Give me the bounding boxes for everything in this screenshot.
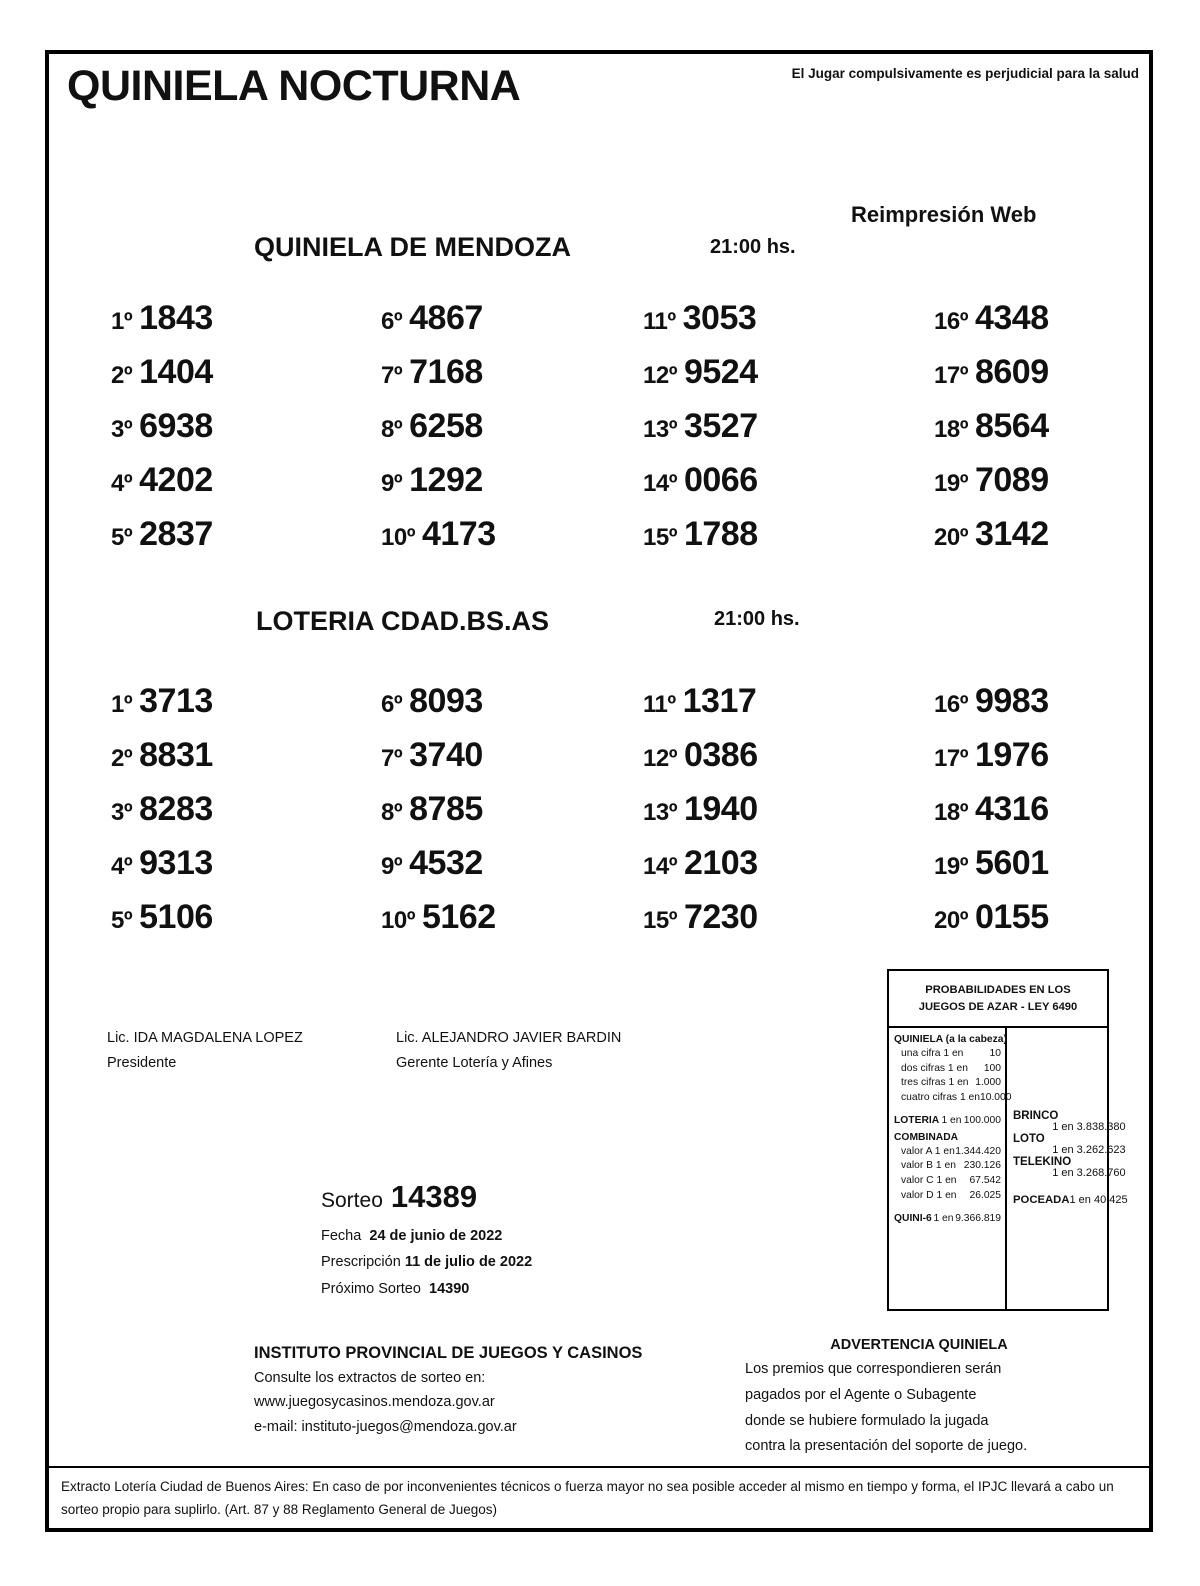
result-position: 12º: [643, 362, 677, 389]
advertencia-line-3: donde se hubiere formulado la jugada: [745, 1412, 989, 1429]
result-number: 7168: [409, 353, 483, 391]
result-number: 9983: [974, 682, 1049, 720]
combinada-row-label: valor D 1 en: [901, 1189, 957, 1201]
combinada-row: [894, 1145, 1001, 1160]
sorteo-prescripcion: [321, 1249, 681, 1275]
result-cell: [324, 407, 599, 461]
advertencia-line-2: pagados por el Agente o Subagente: [745, 1386, 977, 1403]
result-cell: [324, 898, 599, 952]
signature-manager: [396, 1026, 621, 1076]
result-number: 7230: [683, 898, 758, 936]
result-position: 7º: [381, 362, 403, 389]
result-position: 6º: [381, 308, 403, 335]
game-name: LOTO: [1013, 1133, 1045, 1145]
result-cell: [49, 844, 324, 898]
result-number: 6938: [139, 407, 213, 445]
result-cell: [874, 299, 1149, 353]
result-cell: [49, 790, 324, 844]
result-cell: [324, 682, 599, 736]
right-spacer-2: [1013, 1179, 1128, 1193]
advertencia-block: [739, 1337, 1099, 1460]
poceada-name: POCEADA: [1013, 1194, 1070, 1206]
combinada-row-value: 1.344.420: [955, 1145, 1001, 1157]
signature-president-name: Lic. IDA MAGDALENA LOPEZ: [107, 1030, 303, 1046]
result-number: 6258: [409, 407, 483, 445]
result-position: 13º: [643, 416, 677, 443]
quiniela-rows: [894, 1047, 1012, 1105]
result-number: 4532: [409, 844, 483, 882]
draw-title-mendoza: QUINIELA DE MENDOZA: [254, 232, 571, 262]
result-position: 8º: [381, 416, 403, 443]
combinada-row: [894, 1159, 1001, 1174]
result-position: 5º: [111, 907, 133, 934]
result-number: 1404: [139, 353, 213, 391]
result-position: 1º: [111, 308, 133, 335]
result-position: 3º: [111, 416, 133, 443]
draw-title-bsas: LOTERIA CDAD.BS.AS: [256, 606, 550, 636]
result-cell: [49, 736, 324, 790]
result-position: 11º: [643, 308, 676, 335]
result-position: 20º: [934, 524, 968, 551]
sorteo-number-line: [321, 1179, 681, 1215]
probabilities-title: [889, 971, 1107, 1028]
result-number: 4867: [409, 299, 483, 337]
combinada-row-value: 67.542: [969, 1175, 1001, 1187]
result-cell: [324, 736, 599, 790]
result-number: 5106: [139, 898, 213, 936]
page-frame: [45, 50, 1153, 1532]
reprint-label: Reimpresión Web: [851, 202, 1037, 227]
quiniela-row-value: 10.000: [979, 1091, 1012, 1103]
result-number: 8093: [409, 682, 483, 720]
results-grid-bsas: [49, 682, 1149, 952]
combinada-row-label: valor C 1 en: [901, 1175, 957, 1187]
quiniela-row-label: cuatro cifras 1 en: [901, 1091, 980, 1103]
sorteo-number: 14389: [390, 1179, 478, 1214]
result-position: 13º: [643, 799, 677, 826]
result-cell: [874, 844, 1149, 898]
result-cell: [49, 353, 324, 407]
result-number: 3053: [682, 299, 757, 337]
probabilities-right-column: [1007, 1028, 1131, 1309]
result-position: 16º: [934, 691, 968, 718]
result-position: 20º: [934, 907, 968, 934]
result-position: 1º: [111, 691, 133, 718]
result-position: 5º: [111, 524, 133, 551]
result-position: 18º: [934, 416, 968, 443]
result-cell: [599, 790, 874, 844]
quiniela-row-value: 100: [983, 1062, 1001, 1074]
quiniela-row-value: 1.000: [975, 1077, 1001, 1089]
result-cell: [874, 515, 1149, 569]
result-position: 15º: [643, 907, 677, 934]
loteria-mid: 1 en: [941, 1115, 962, 1127]
game-probability: [1013, 1156, 1128, 1179]
result-number: 8785: [409, 790, 483, 828]
result-position: 16º: [934, 308, 968, 335]
poceada-value: 1 en 40.425: [1069, 1194, 1128, 1206]
result-number: 1843: [139, 299, 213, 337]
sorteo-fecha-value: 24 de junio de 2022: [369, 1228, 503, 1244]
result-cell: [599, 407, 874, 461]
result-number: 1292: [409, 461, 483, 499]
result-position: 3º: [111, 799, 133, 826]
result-number: 3740: [409, 736, 483, 774]
loteria-value: 100.000: [963, 1115, 1001, 1127]
result-number: 9313: [139, 844, 213, 882]
game-probability: [1013, 1110, 1128, 1133]
game-odds: 1 en 3.262.623: [1052, 1144, 1126, 1156]
right-spacer: [1013, 1034, 1128, 1110]
draw-time-bsas: 21:00 hs.: [714, 608, 800, 630]
result-number: 4202: [139, 461, 213, 499]
result-number: 4173: [421, 515, 496, 553]
game-name: BRINCO: [1013, 1110, 1059, 1122]
quiniela-row: [894, 1047, 1001, 1062]
result-cell: [49, 461, 324, 515]
result-position: 19º: [934, 470, 968, 497]
loteria-label: LOTERIA: [894, 1115, 940, 1127]
result-cell: [599, 898, 874, 952]
sorteo-proximo-value: 14390: [429, 1280, 470, 1297]
result-cell: [49, 682, 324, 736]
quiniela-row: [894, 1076, 1001, 1091]
result-cell: [874, 790, 1149, 844]
quiniela-row-label: una cifra 1 en: [901, 1048, 964, 1059]
result-cell: [599, 353, 874, 407]
result-number: 8283: [139, 790, 213, 828]
result-cell: [599, 844, 874, 898]
result-position: 4º: [111, 853, 133, 880]
result-position: 6º: [381, 691, 403, 718]
combinada-row: [894, 1189, 1001, 1204]
result-position: 12º: [643, 745, 677, 772]
combinada-row-label: valor B 1 en: [901, 1160, 956, 1172]
sorteo-label: Sorteo: [321, 1189, 383, 1212]
sorteo-proximo-label: Próximo Sorteo: [321, 1280, 421, 1297]
result-position: 9º: [381, 853, 403, 880]
result-number: 3527: [683, 407, 758, 445]
probabilities-title-line2: JUEGOS DE AZAR - LEY 6490: [918, 1000, 1078, 1013]
quini6-label: QUINI-6: [894, 1213, 932, 1225]
sorteo-block: [321, 1179, 681, 1302]
footer-divider: [49, 1466, 1149, 1468]
result-position: 17º: [934, 362, 968, 389]
game-odds: 1 en 3.268.760: [1052, 1167, 1126, 1179]
result-position: 4º: [111, 470, 133, 497]
combinada-row-label: valor A 1 en: [901, 1145, 955, 1157]
result-position: 15º: [643, 524, 677, 551]
sorteo-fecha: [321, 1223, 681, 1249]
result-number: 0386: [683, 736, 758, 774]
result-number: 7089: [974, 461, 1049, 499]
probabilities-left-column: [889, 1028, 1012, 1309]
result-cell: [874, 736, 1149, 790]
advertencia-line-1: Los premios que correspondieren serán: [745, 1361, 1002, 1377]
footer-note: Extracto Lotería Ciudad de Buenos Aires: En caso de por inconvenientes técnicos o fuerza mayor no sea posible acceder al mismo en tiempo y forma, el IPJC llevará a cabo un sorteo propio para suplirlo. (Art. 87 y 88 Reglamento General de Juegos): [61, 1479, 1114, 1518]
result-number: 5601: [974, 844, 1049, 882]
institute-line-1: Consulte los extractos de sorteo en:: [254, 1370, 486, 1386]
institute-title: INSTITUTO PROVINCIAL DE JUEGOS Y CASINOS: [254, 1344, 643, 1362]
result-position: 8º: [381, 799, 403, 826]
result-position: 19º: [934, 853, 968, 880]
game-odds: 1 en 3.838.380: [1052, 1121, 1126, 1133]
result-number: 9524: [683, 353, 758, 391]
result-position: 14º: [643, 853, 677, 880]
sorteo-prescripcion-value: 11 de julio de 2022: [404, 1254, 533, 1271]
loteria-row: [894, 1114, 1001, 1128]
result-number: 1317: [682, 682, 757, 720]
result-cell: [324, 299, 599, 353]
advertencia-line-4: contra la presentación del soporte de juego.: [745, 1438, 1028, 1455]
results-grid-mendoza: [49, 299, 1149, 569]
result-number: 1976: [974, 736, 1049, 774]
quini6-mid: 1 en: [933, 1213, 954, 1225]
result-number: 0066: [683, 461, 758, 499]
sorteo-fecha-label: Fecha: [321, 1228, 362, 1244]
result-number: 1788: [683, 515, 758, 553]
result-cell: [49, 407, 324, 461]
result-number: 4348: [974, 299, 1049, 337]
quiniela-row-label: tres cifras 1 en: [901, 1077, 969, 1089]
result-position: 2º: [111, 745, 133, 772]
result-number: 2837: [139, 515, 213, 553]
result-position: 7º: [381, 745, 403, 772]
institute-block: [254, 1344, 694, 1439]
result-number: 5162: [421, 898, 496, 936]
sorteo-proximo: [321, 1276, 681, 1302]
result-cell: [324, 353, 599, 407]
institute-website[interactable]: www.juegosycasinos.mendoza.gov.ar: [254, 1394, 495, 1411]
result-number: 1940: [683, 790, 758, 828]
result-cell: [49, 515, 324, 569]
result-position: 10º: [381, 524, 415, 551]
result-position: 17º: [934, 745, 968, 772]
quiniela-row: [894, 1062, 1001, 1077]
probabilities-box: [887, 969, 1128, 1311]
gambling-warning-text: El Jugar compulsivamente es perjudicial para la salud: [791, 66, 1139, 81]
result-cell: [874, 461, 1149, 515]
result-number: 2103: [683, 844, 758, 882]
combinada-row-value: 26.025: [969, 1189, 1001, 1201]
result-cell: [599, 461, 874, 515]
result-cell: [324, 461, 599, 515]
quiniela-head: QUINIELA (a la cabeza): [894, 1034, 1007, 1045]
quiniela-row-label: dos cifras 1 en: [901, 1062, 968, 1074]
spacer-2: [894, 1203, 1001, 1212]
result-cell: [874, 407, 1149, 461]
draw-time-mendoza: 21:00 hs.: [710, 236, 796, 258]
spacer: [894, 1105, 1001, 1114]
result-number: 3142: [974, 515, 1049, 553]
institute-email[interactable]: e-mail: instituto-juegos@mendoza.gov.ar: [254, 1418, 517, 1435]
result-cell: [874, 898, 1149, 952]
result-cell: [599, 299, 874, 353]
result-cell: [324, 844, 599, 898]
signature-manager-role: Gerente Lotería y Afines: [396, 1054, 553, 1071]
game-name: TELEKINO: [1013, 1156, 1072, 1168]
combinada-row-value: 230.126: [963, 1160, 1001, 1172]
result-cell: [599, 682, 874, 736]
sorteo-prescripcion-label: Prescripción: [321, 1254, 401, 1271]
result-position: 2º: [111, 362, 133, 389]
result-cell: [874, 353, 1149, 407]
signature-manager-name: Lic. ALEJANDRO JAVIER BARDIN: [396, 1030, 622, 1046]
result-cell: [599, 515, 874, 569]
result-number: 8831: [139, 736, 213, 774]
combinada-row: [894, 1174, 1001, 1189]
result-cell: [49, 299, 324, 353]
result-cell: [874, 682, 1149, 736]
quiniela-row: [894, 1091, 1012, 1106]
result-position: 9º: [381, 470, 403, 497]
poceada-row: [1013, 1193, 1128, 1209]
game-probability: [1013, 1133, 1128, 1156]
result-number: 8609: [974, 353, 1049, 391]
result-number: 3713: [139, 682, 213, 720]
result-position: 11º: [643, 691, 676, 718]
result-cell: [324, 515, 599, 569]
signature-president: [107, 1026, 303, 1076]
result-cell: [599, 736, 874, 790]
page-title: QUINIELA NOCTURNA: [67, 62, 521, 110]
quini6-row: [894, 1212, 1001, 1226]
result-cell: [324, 790, 599, 844]
combinada-head: COMBINADA: [894, 1131, 959, 1143]
result-position: 10º: [381, 907, 415, 934]
result-number: 0155: [974, 898, 1049, 936]
quini6-value: 9.366.819: [955, 1213, 1001, 1225]
probabilities-title-line1: PROBABILIDADES EN LOS: [925, 984, 1071, 997]
combinada-rows: [894, 1145, 1001, 1203]
result-position: 14º: [643, 470, 677, 497]
advertencia-title: ADVERTENCIA QUINIELA: [830, 1337, 1008, 1353]
result-number: 8564: [974, 407, 1049, 445]
result-position: 18º: [934, 799, 968, 826]
right-games-list: [1013, 1110, 1128, 1179]
result-number: 4316: [974, 790, 1049, 828]
quiniela-row-value: 10: [989, 1048, 1001, 1059]
probabilities-body: [889, 1028, 1128, 1309]
result-cell: [49, 898, 324, 952]
signature-president-role: Presidente: [107, 1054, 177, 1071]
